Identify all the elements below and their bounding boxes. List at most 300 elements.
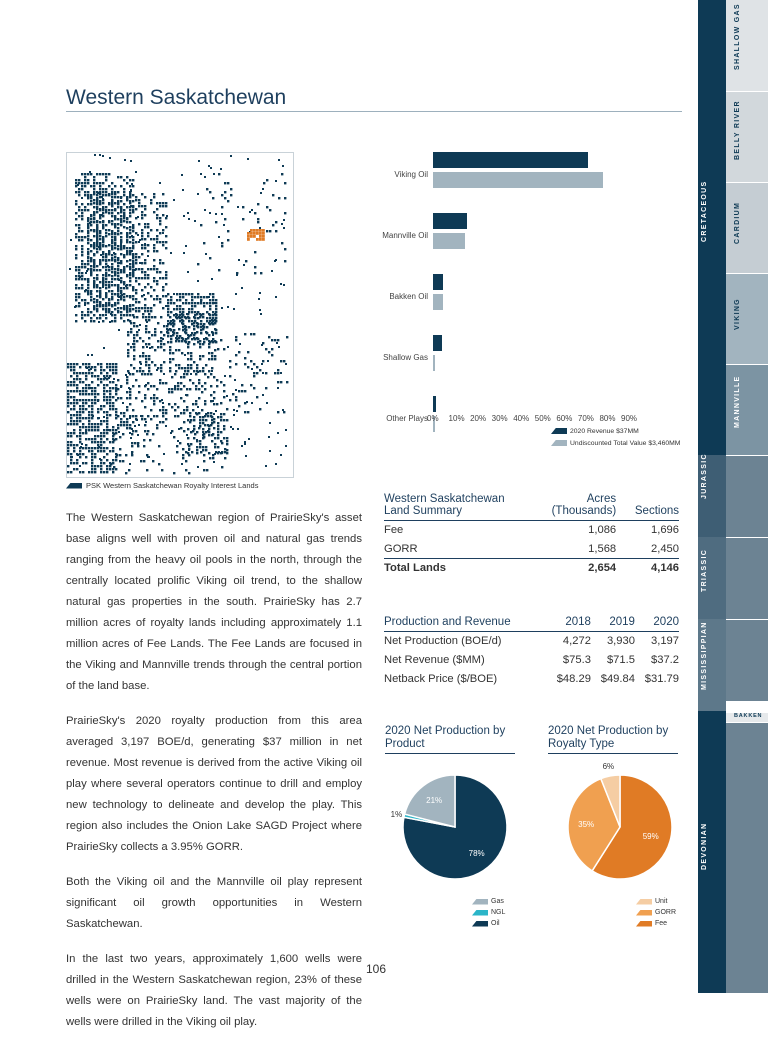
land-parcel	[120, 208, 122, 210]
land-parcel	[220, 419, 222, 421]
land-parcel	[99, 235, 101, 237]
land-parcel	[144, 226, 146, 228]
table-cell: 4,272	[562, 635, 591, 648]
table-cell: 1,696	[651, 524, 679, 537]
land-parcel	[176, 451, 178, 453]
pie-slice-label: 21%	[426, 796, 443, 806]
land-parcel	[129, 432, 131, 434]
land-parcel	[98, 417, 100, 419]
land-parcel	[284, 248, 286, 250]
land-parcel	[94, 438, 96, 440]
land-parcel	[111, 182, 113, 184]
land-parcel	[79, 372, 81, 374]
land-parcel	[168, 391, 170, 393]
land-parcel	[209, 302, 211, 304]
land-parcel	[135, 289, 137, 291]
land-parcel	[105, 176, 107, 178]
land-parcel	[82, 387, 84, 389]
land-parcel	[70, 369, 72, 371]
land-parcel	[187, 437, 189, 439]
land-parcel	[93, 206, 95, 208]
land-parcel	[87, 256, 89, 258]
land-parcel	[90, 368, 92, 370]
land-parcel	[139, 355, 141, 357]
land-parcel	[139, 262, 141, 264]
land-parcel	[177, 388, 179, 390]
land-parcel	[120, 232, 122, 234]
land-parcel	[73, 363, 75, 365]
land-parcel	[79, 399, 81, 401]
land-parcel	[100, 435, 102, 437]
tab-cardium[interactable]	[726, 182, 768, 273]
land-parcel	[114, 304, 116, 306]
land-parcel	[133, 325, 135, 327]
land-parcel	[90, 311, 92, 313]
land-parcel	[78, 296, 80, 298]
land-parcel	[93, 182, 95, 184]
land-parcel	[281, 223, 283, 225]
land-parcel	[271, 270, 273, 272]
land-parcel	[190, 419, 192, 421]
land-parcel	[144, 274, 146, 276]
land-parcel	[161, 399, 163, 401]
land-parcel	[185, 245, 187, 247]
land-parcel	[138, 301, 140, 303]
land-parcel	[247, 411, 249, 413]
land-parcel	[85, 462, 87, 464]
land-parcel	[221, 213, 223, 215]
tab-devonian-blank	[726, 722, 768, 993]
land-parcel	[115, 459, 117, 461]
land-parcel	[153, 193, 155, 195]
land-parcel	[126, 241, 128, 243]
land-parcel	[112, 381, 114, 383]
land-parcel	[78, 302, 80, 304]
land-parcel	[177, 382, 179, 384]
land-parcel	[75, 278, 77, 280]
land-parcel	[178, 316, 180, 318]
land-parcel	[75, 293, 77, 295]
land-parcel	[78, 239, 80, 241]
land-parcel	[209, 191, 211, 193]
land-parcel	[79, 381, 81, 383]
land-parcel	[215, 410, 217, 412]
land-parcel	[192, 403, 194, 405]
legend-label: Gas	[491, 898, 504, 905]
land-parcel	[88, 411, 90, 413]
land-parcel	[171, 391, 173, 393]
land-parcel	[132, 415, 134, 417]
land-parcel	[197, 406, 199, 408]
land-parcel	[193, 337, 195, 339]
land-parcel	[208, 358, 210, 360]
land-parcel	[190, 358, 192, 360]
land-parcel	[234, 379, 236, 381]
land-parcel	[121, 294, 123, 296]
land-parcel	[91, 441, 93, 443]
land-parcel	[111, 212, 113, 214]
legend-swatch-revenue	[551, 428, 567, 434]
land-parcel	[180, 388, 182, 390]
pie-title-royalty: 2020 Net Production by Royalty Type	[548, 725, 678, 754]
land-parcel	[221, 194, 223, 196]
land-parcel	[135, 208, 137, 210]
land-parcel	[223, 390, 225, 392]
land-parcel	[167, 302, 169, 304]
land-parcel	[106, 453, 108, 455]
land-parcel	[199, 440, 201, 442]
land-parcel	[205, 337, 207, 339]
land-parcel	[162, 193, 164, 195]
land-parcel	[108, 377, 110, 379]
land-parcel	[205, 419, 207, 421]
bar-category-label: Other Plays	[386, 414, 428, 423]
land-parcel	[100, 372, 102, 374]
land-parcel	[96, 226, 98, 228]
land-parcel	[217, 348, 219, 350]
land-parcel	[130, 205, 132, 207]
land-parcel	[115, 366, 117, 368]
land-parcel	[274, 372, 276, 374]
land-parcel	[100, 438, 102, 440]
land-parcel	[135, 430, 137, 432]
land-parcel	[197, 302, 199, 304]
tab-shallow-gas[interactable]	[726, 0, 768, 91]
land-parcel	[85, 363, 87, 365]
land-parcel	[84, 179, 86, 181]
land-parcel	[106, 363, 108, 365]
land-parcel	[126, 253, 128, 255]
land-parcel	[102, 188, 104, 190]
land-parcel	[150, 229, 152, 231]
land-parcel	[167, 335, 169, 337]
land-parcel	[213, 403, 215, 405]
land-parcel	[85, 378, 87, 380]
land-parcel	[165, 202, 167, 204]
land-parcel	[109, 441, 111, 443]
land-parcel	[97, 411, 99, 413]
land-parcel	[118, 431, 120, 433]
land-parcel	[126, 247, 128, 249]
land-parcel	[103, 432, 105, 434]
land-parcel	[188, 218, 190, 220]
land-parcel	[122, 460, 124, 462]
land-parcel	[108, 253, 110, 255]
land-parcel	[123, 296, 125, 298]
land-parcel	[202, 313, 204, 315]
land-parcel	[144, 424, 146, 426]
land-parcel	[79, 390, 81, 392]
land-parcel	[123, 214, 125, 216]
land-parcel	[88, 372, 90, 374]
land-parcel	[169, 367, 171, 369]
land-parcel	[82, 393, 84, 395]
land-parcel	[256, 366, 258, 368]
land-parcel	[244, 390, 246, 392]
land-parcel	[206, 326, 208, 328]
table-header	[535, 491, 616, 521]
land-parcel	[167, 293, 169, 295]
land-parcel	[85, 444, 87, 446]
land-parcel	[160, 367, 162, 369]
land-parcel	[96, 301, 98, 303]
land-parcel	[84, 206, 86, 208]
land-parcel	[261, 344, 263, 346]
land-parcel	[91, 408, 93, 410]
land-parcel	[123, 314, 125, 316]
land-parcel	[145, 328, 147, 330]
land-parcel	[79, 414, 81, 416]
land-parcel	[183, 409, 185, 411]
land-parcel	[103, 347, 105, 349]
land-parcel	[250, 384, 252, 386]
land-parcel	[67, 363, 69, 365]
land-parcel	[221, 307, 223, 309]
land-parcel	[119, 436, 121, 438]
land-parcel	[91, 429, 93, 431]
land-parcel	[254, 251, 256, 253]
land-parcel	[105, 274, 107, 276]
land-parcel	[235, 363, 237, 365]
land-parcel	[88, 414, 90, 416]
land-parcel	[201, 385, 203, 387]
land-parcel	[277, 387, 279, 389]
land-parcel	[144, 214, 146, 216]
land-parcel	[202, 428, 204, 430]
land-parcel	[90, 239, 92, 241]
land-parcel	[96, 310, 98, 312]
land-parcel	[250, 360, 252, 362]
land-parcel	[156, 268, 158, 270]
land-parcel	[278, 197, 280, 199]
pie-slice-label: 78%	[468, 849, 485, 859]
land-parcel	[82, 411, 84, 413]
legend-swatch-gorr	[636, 910, 652, 916]
land-parcel	[139, 337, 141, 339]
land-parcel	[90, 218, 92, 220]
land-parcel	[162, 286, 164, 288]
land-parcel	[169, 346, 171, 348]
land-parcel	[119, 454, 121, 456]
bar-value	[433, 172, 603, 188]
land-parcel	[111, 202, 113, 204]
land-parcel	[96, 295, 98, 297]
land-parcel	[286, 381, 288, 383]
land-parcel	[194, 302, 196, 304]
land-parcel	[97, 465, 99, 467]
land-parcel	[162, 229, 164, 231]
land-parcel	[271, 348, 273, 350]
land-parcel	[174, 403, 176, 405]
land-parcel	[212, 400, 214, 402]
land-parcel	[217, 425, 219, 427]
land-parcel	[96, 202, 98, 204]
land-parcel	[184, 331, 186, 333]
land-parcel	[79, 405, 81, 407]
land-parcel	[153, 244, 155, 246]
land-parcel	[108, 286, 110, 288]
land-parcel	[197, 280, 199, 282]
land-parcel	[97, 393, 99, 395]
land-parcel	[204, 388, 206, 390]
land-parcel	[161, 469, 163, 471]
land-parcel	[183, 215, 185, 217]
land-parcel	[200, 332, 202, 334]
land-parcel	[96, 229, 98, 231]
land-parcel	[209, 457, 211, 459]
land-parcel	[85, 438, 87, 440]
land-parcel	[98, 246, 100, 248]
land-parcel	[188, 449, 190, 451]
land-parcel	[111, 247, 113, 249]
land-parcel	[67, 453, 69, 455]
land-parcel	[205, 413, 207, 415]
land-parcel	[120, 247, 122, 249]
land-parcel	[259, 238, 262, 241]
land-parcel	[134, 425, 136, 427]
land-parcel	[79, 450, 81, 452]
land-parcel	[126, 382, 128, 384]
land-parcel	[91, 465, 93, 467]
land-parcel	[156, 415, 158, 417]
x-tick-label: 30%	[491, 414, 508, 423]
land-parcel	[126, 418, 128, 420]
land-parcel	[250, 333, 252, 335]
land-parcel	[133, 349, 135, 351]
land-parcel	[150, 310, 152, 312]
land-parcel	[186, 409, 188, 411]
land-parcel	[115, 372, 117, 374]
land-parcel	[79, 417, 81, 419]
land-parcel	[259, 309, 261, 311]
land-parcel	[175, 337, 177, 339]
land-parcel	[93, 265, 95, 267]
land-parcel	[154, 328, 156, 330]
land-parcel	[111, 236, 113, 238]
land-parcel	[117, 233, 119, 235]
land-parcel	[185, 460, 187, 462]
land-parcel	[144, 394, 146, 396]
land-parcel	[181, 340, 183, 342]
pie-legend-royalty	[636, 896, 676, 929]
land-parcel	[163, 334, 165, 336]
land-parcel	[117, 191, 119, 193]
land-parcel	[285, 445, 287, 447]
land-parcel	[81, 239, 83, 241]
land-parcel	[79, 432, 81, 434]
tab-mannville[interactable]	[726, 364, 768, 455]
land-parcel	[100, 363, 102, 365]
map-legend-label: PSK Western Saskatchewan Royalty Interest Lands	[86, 481, 259, 490]
land-parcel	[153, 394, 155, 396]
land-parcel	[172, 334, 174, 336]
land-parcel	[78, 293, 80, 295]
tab-viking[interactable]	[726, 273, 768, 364]
table-cell: GORR	[384, 542, 418, 555]
land-parcel	[102, 202, 104, 204]
land-parcel	[84, 314, 86, 316]
land-parcel	[286, 336, 288, 338]
land-parcel	[73, 399, 75, 401]
land-parcel	[82, 405, 84, 407]
land-parcel	[144, 397, 146, 399]
land-parcel	[126, 199, 128, 201]
land-parcel	[114, 202, 116, 204]
land-parcel	[218, 269, 220, 271]
tab-belly-river[interactable]	[726, 91, 768, 182]
land-parcel	[147, 226, 149, 228]
land-parcel	[271, 354, 273, 356]
land-parcel	[174, 386, 176, 388]
land-parcel	[107, 265, 109, 267]
land-parcel	[181, 319, 183, 321]
land-parcel	[93, 202, 95, 204]
land-parcel	[251, 402, 253, 404]
land-parcel	[141, 289, 143, 291]
land-parcel	[259, 227, 261, 229]
land-parcel	[73, 378, 75, 380]
land-parcel	[160, 346, 162, 348]
land-parcel	[82, 390, 84, 392]
land-parcel	[256, 238, 259, 241]
land-parcel	[135, 307, 137, 309]
land-parcel	[280, 283, 282, 285]
land-parcel	[173, 472, 175, 474]
land-parcel	[131, 433, 133, 435]
pie-slice-label: 59%	[642, 831, 659, 841]
land-parcel	[153, 211, 155, 213]
land-parcel	[90, 214, 92, 216]
land-parcel	[117, 268, 119, 270]
land-parcel	[109, 157, 111, 159]
land-parcel	[199, 419, 201, 421]
land-parcel	[214, 443, 216, 445]
land-parcel	[199, 355, 201, 357]
land-parcel	[103, 450, 105, 452]
land-parcel	[69, 268, 71, 270]
land-parcel	[135, 298, 137, 300]
land-parcel	[117, 259, 119, 261]
tab-jurassic-blank	[726, 455, 768, 537]
land-parcel	[73, 423, 75, 425]
tab-label: SHALLOW GAS	[734, 3, 741, 70]
land-parcel	[212, 293, 214, 295]
land-parcel	[153, 415, 155, 417]
land-parcel	[145, 361, 147, 363]
land-parcel	[226, 395, 228, 397]
land-parcel	[165, 226, 167, 228]
land-parcel	[176, 305, 178, 307]
land-parcel	[202, 446, 204, 448]
period-label: TRIASSIC	[701, 548, 708, 592]
land-parcel	[133, 334, 135, 336]
land-parcel	[85, 430, 87, 432]
land-parcel	[127, 334, 129, 336]
land-parcel	[96, 248, 98, 250]
land-parcel	[148, 331, 150, 333]
land-parcel	[156, 217, 158, 219]
land-parcel	[156, 271, 158, 273]
land-parcel	[247, 238, 250, 241]
land-parcel	[136, 419, 138, 421]
land-parcel	[142, 313, 144, 315]
land-parcel	[91, 453, 93, 455]
land-parcel	[126, 227, 128, 229]
land-parcel	[88, 399, 90, 401]
land-parcel	[111, 281, 113, 283]
land-parcel	[97, 363, 99, 365]
land-parcel	[220, 168, 222, 170]
